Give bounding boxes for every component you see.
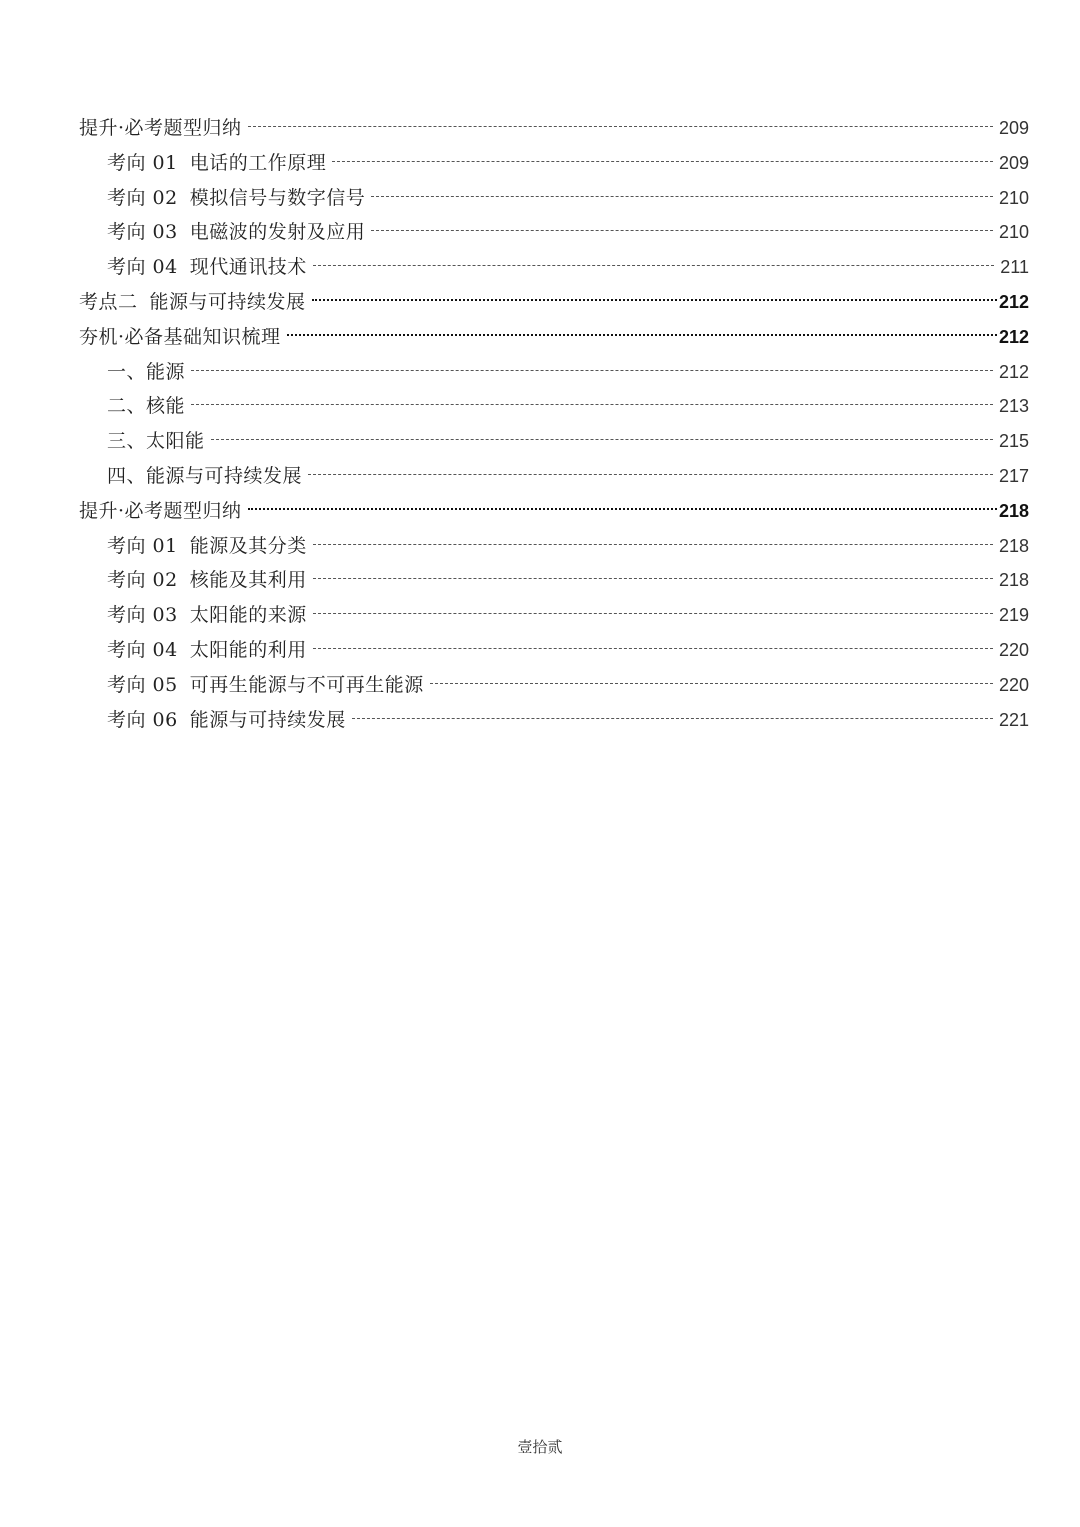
toc-entry[interactable]	[79, 633, 1029, 668]
toc-leader-dots	[287, 334, 997, 336]
toc-entry-title: 电话的工作原理	[189, 151, 327, 174]
toc-entry[interactable]	[79, 703, 1029, 738]
toc-page-number: 212	[998, 291, 1029, 312]
toc-entry-title: 能源与可持续发展	[149, 290, 306, 313]
toc-leader-dots	[191, 370, 993, 371]
toc-page-number: 209	[998, 152, 1029, 173]
toc-entry-label	[107, 389, 185, 424]
page-number-footer: 壹拾贰	[517, 1438, 563, 1456]
toc-entry-label	[107, 250, 307, 285]
toc-entry[interactable]	[79, 424, 1029, 459]
toc-page-number: 215	[998, 431, 1029, 452]
toc-entry-title: 模拟信号与数字信号	[189, 186, 366, 209]
toc-leader-dots	[371, 196, 993, 197]
toc-entry-title: 电磁波的发射及应用	[189, 221, 366, 244]
toc-entry-number: 考点二	[79, 290, 138, 313]
toc-entry-title: 四、能源与可持续发展	[107, 464, 303, 487]
toc-entry-title: 提升·必考题型归纳	[79, 499, 242, 522]
toc-entry-title: 太阳能的来源	[189, 604, 307, 627]
toc-entry[interactable]	[79, 111, 1029, 146]
toc-entry-number: 考向 06	[107, 708, 178, 731]
toc-leader-dots	[211, 439, 993, 440]
toc-page-number: 211	[1000, 257, 1029, 278]
toc-entry-title: 核能及其利用	[189, 569, 307, 592]
toc-entry-title: 现代通讯技术	[189, 256, 307, 279]
toc-page-number: 218	[998, 535, 1029, 556]
toc-leader-dots	[313, 648, 993, 649]
toc-page-number: 210	[998, 222, 1029, 243]
toc-leader-dots	[352, 718, 993, 719]
toc-entry[interactable]	[79, 355, 1029, 390]
toc-entry[interactable]	[79, 494, 1029, 529]
toc-entry-label	[79, 320, 281, 355]
toc-page-number: 213	[998, 396, 1029, 417]
toc-entry-label	[107, 598, 307, 633]
toc-entry-label	[79, 111, 242, 146]
toc-entry-title: 能源及其分类	[189, 534, 307, 557]
toc-entry-label	[107, 146, 326, 181]
toc-entry-title: 二、核能	[107, 395, 186, 418]
toc-entry-title: 太阳能的利用	[189, 638, 307, 661]
toc-entry-title: 一、能源	[107, 360, 186, 383]
toc-entry-label	[107, 459, 302, 494]
toc-page-number: 212	[998, 361, 1029, 382]
toc-entry-number: 考向 03	[107, 221, 178, 244]
toc-leader-dots	[313, 544, 993, 545]
toc-entry-number: 考向 02	[107, 569, 178, 592]
toc-page-number: 218	[998, 570, 1029, 591]
toc-page-number: 212	[998, 326, 1029, 347]
toc-entry-label	[79, 494, 242, 529]
toc-entry-title: 提升·必考题型归纳	[79, 117, 242, 139]
toc-page-number: 219	[998, 605, 1029, 626]
toc-entry[interactable]	[79, 181, 1029, 216]
toc-entry-number: 考向 01	[107, 151, 178, 174]
toc-leader-dots	[312, 299, 997, 301]
toc-leader-dots	[191, 404, 993, 405]
toc-leader-dots	[248, 508, 997, 510]
toc-leader-dots	[332, 161, 993, 162]
toc-entry-number: 考向 02	[107, 186, 178, 209]
toc-entry[interactable]	[79, 459, 1029, 494]
toc-entry[interactable]	[79, 668, 1029, 703]
toc-leader-dots	[371, 230, 993, 231]
toc-entry-number: 考向 01	[107, 534, 178, 557]
toc-entry-label	[107, 529, 307, 564]
toc-entry-title: 能源与可持续发展	[189, 708, 346, 731]
toc-entry-label	[107, 563, 307, 598]
toc-entry[interactable]	[79, 215, 1029, 250]
toc-page-number: 218	[998, 500, 1029, 521]
toc-leader-dots	[313, 578, 993, 579]
toc-entry[interactable]	[79, 320, 1029, 355]
toc-entry-title: 夯机·必备基础知识梳理	[79, 325, 281, 348]
toc-entry[interactable]	[79, 563, 1029, 598]
toc-entry-label	[107, 215, 365, 250]
toc-entry-number: 考向 04	[107, 256, 178, 279]
toc-leader-dots	[248, 126, 993, 127]
toc-entry-label	[107, 355, 185, 390]
toc-entry[interactable]	[79, 389, 1029, 424]
toc-entry-number: 考向 03	[107, 604, 178, 627]
toc-entry-label	[107, 424, 205, 459]
toc-page-number: 217	[998, 465, 1029, 486]
toc-entry-label	[107, 703, 346, 738]
toc-entry-title: 可再生能源与不可再生能源	[189, 673, 424, 696]
toc-entry[interactable]	[79, 285, 1029, 320]
toc-page-number: 220	[998, 674, 1029, 695]
toc-entry[interactable]	[79, 529, 1029, 564]
toc-entry-number: 考向 05	[107, 673, 178, 696]
toc-entry[interactable]	[79, 146, 1029, 181]
toc-entry-label	[107, 181, 365, 216]
toc-entry[interactable]	[79, 250, 1029, 285]
toc-leader-dots	[430, 683, 993, 684]
toc-entry[interactable]	[79, 598, 1029, 633]
toc-entry-label	[79, 285, 306, 320]
toc-page-number: 210	[998, 187, 1029, 208]
toc-leader-dots	[313, 613, 993, 614]
toc-entry-label	[107, 668, 424, 703]
toc-entry-label	[107, 633, 307, 668]
toc-entry-title: 三、太阳能	[107, 430, 205, 453]
toc-leader-dots	[308, 474, 993, 475]
toc-entry-number: 考向 04	[107, 638, 178, 661]
table-of-contents	[79, 111, 1029, 737]
toc-page-number: 209	[998, 118, 1029, 138]
toc-leader-dots	[313, 265, 995, 266]
toc-page-number: 221	[998, 709, 1029, 730]
toc-page-number: 220	[998, 639, 1029, 660]
